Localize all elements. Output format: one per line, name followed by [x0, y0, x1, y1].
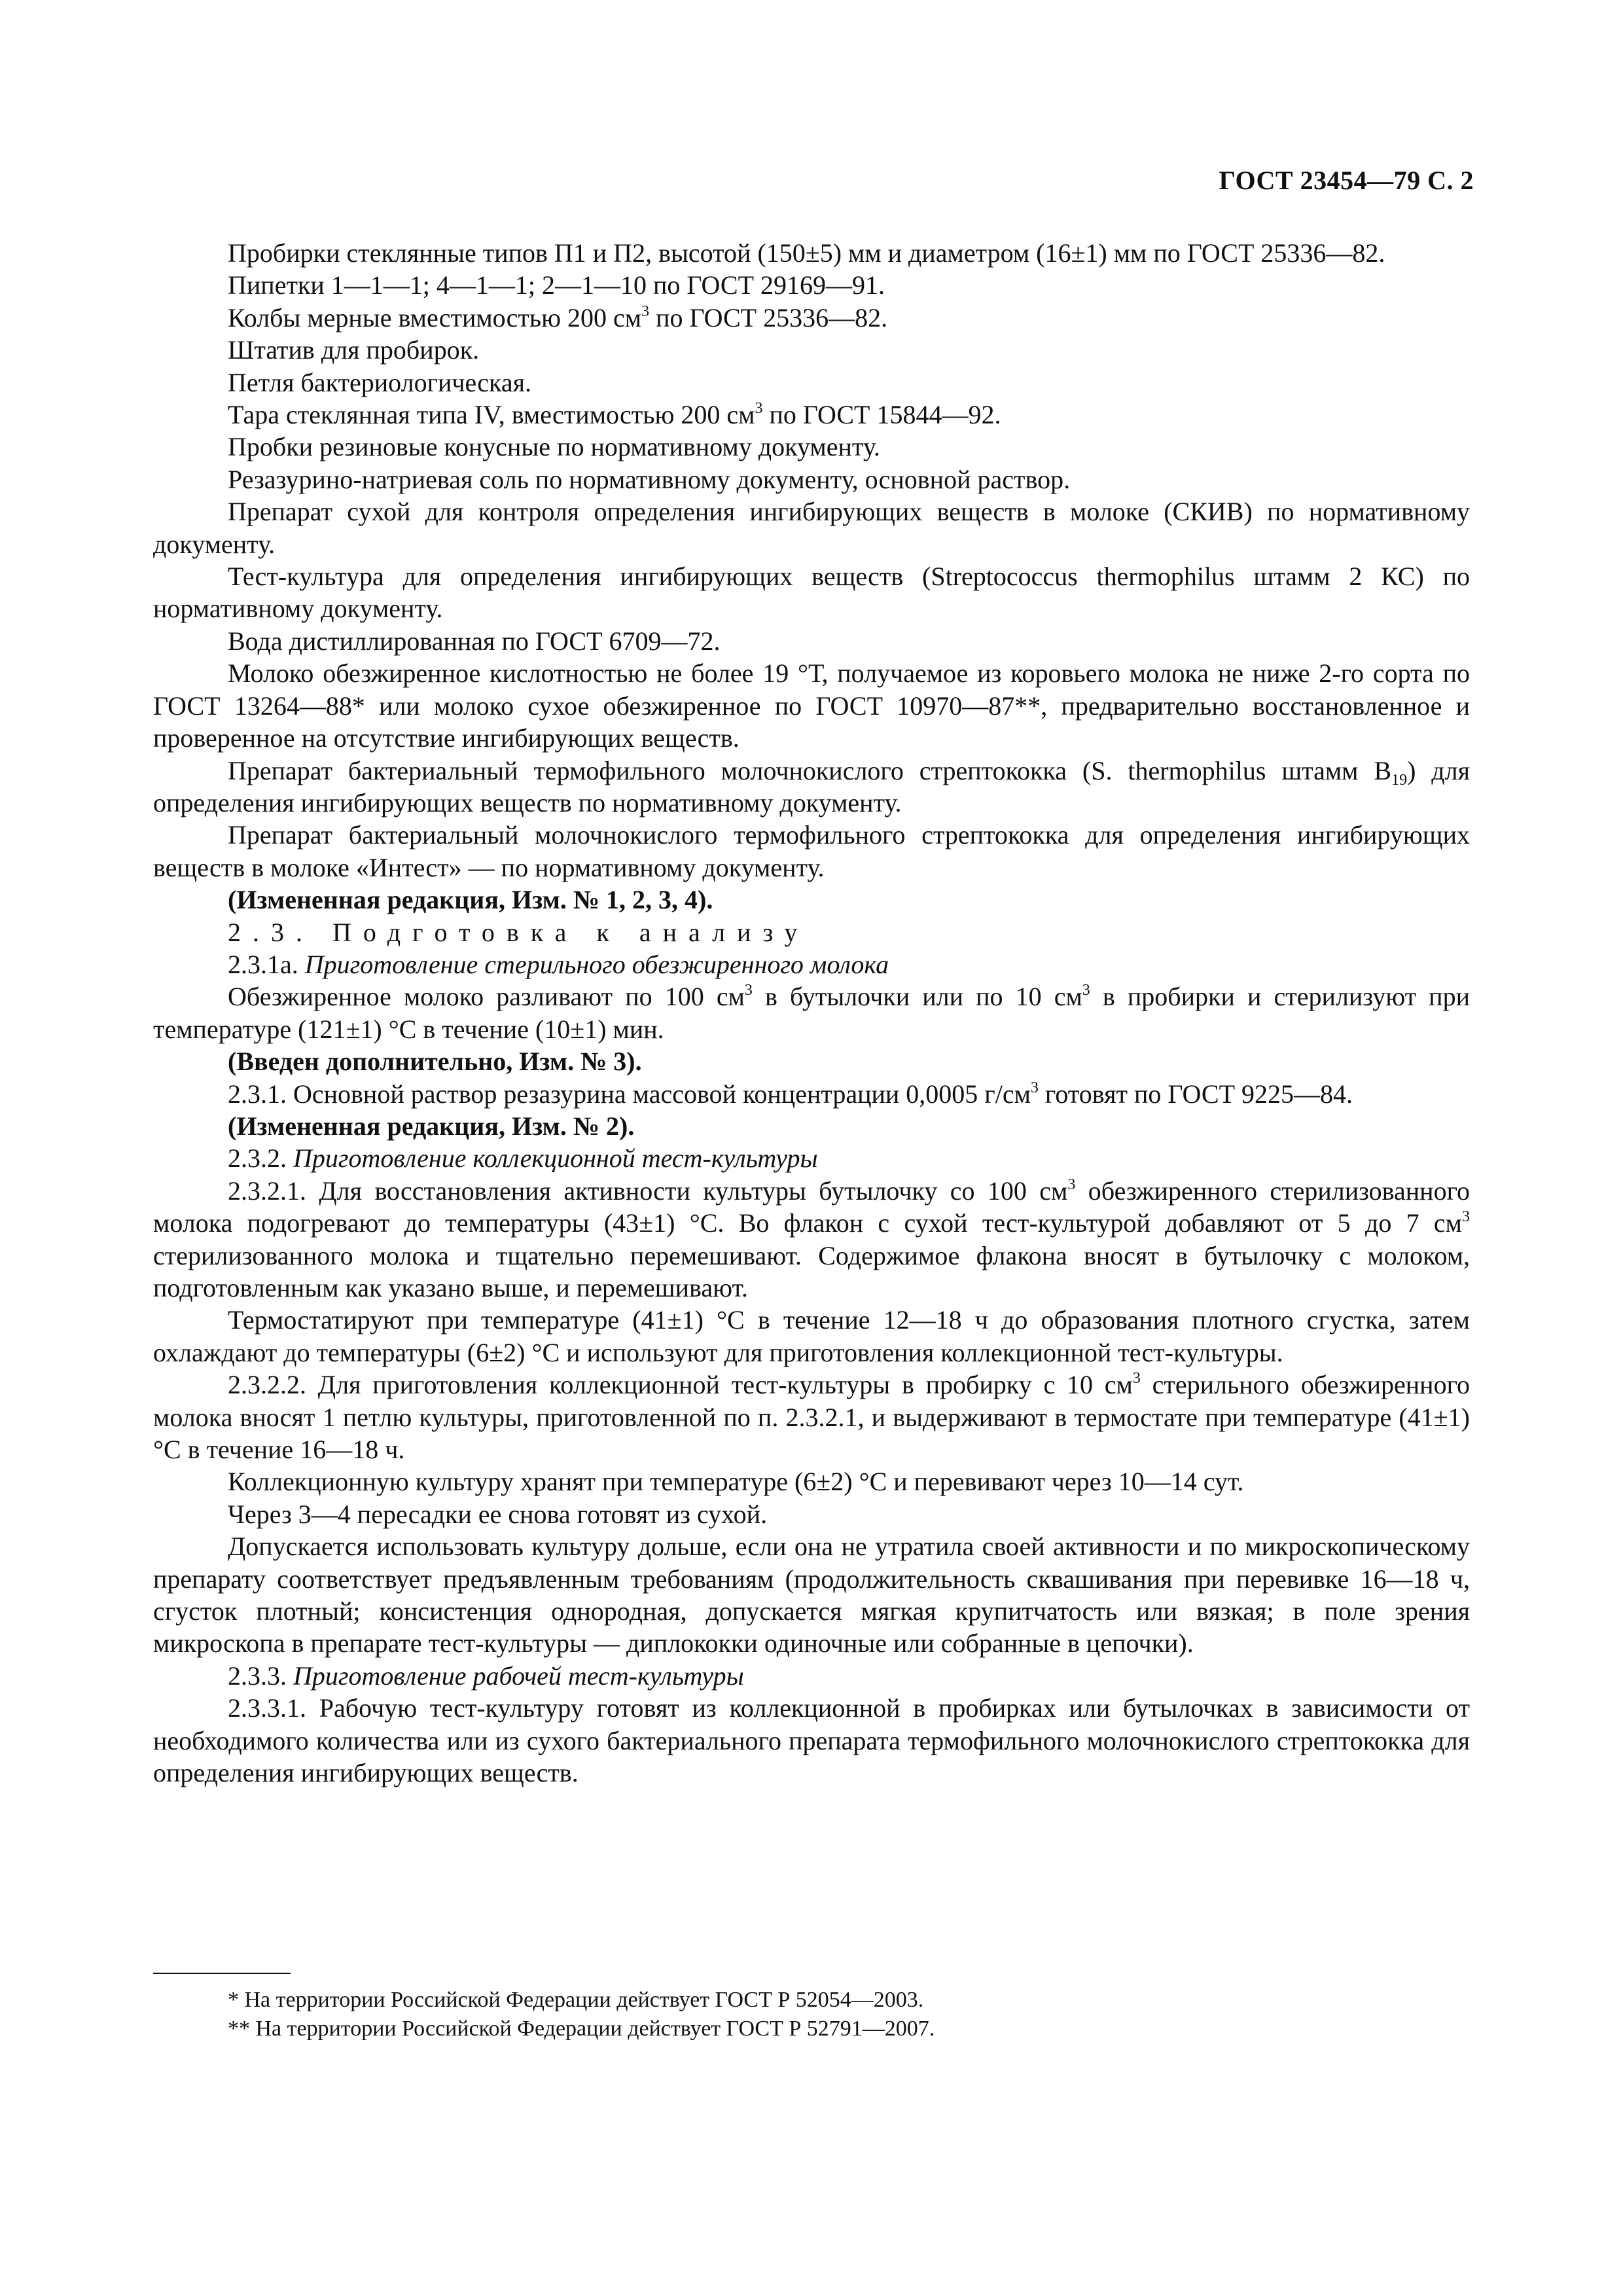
paragraph-intest: Препарат бактериальный молочнокислого термофильного стрептококка для определения ингибирующих веществ в молоке «Интест» — по нормативному документу.: [153, 820, 1470, 882]
paragraph-skim-milk: Молоко обезжиренное кислотностью не более 19 °Т, получаемое из коровьего молока не ниже 2-го сорта по ГОСТ 13264—88* или молоко сухое обезжиренное по ГОСТ 10970—87**, предварительно восстановленное и проверенное на отсутствие ингибирующих веществ.: [153, 658, 1470, 753]
paragraph-distilled-water: Вода дистиллированная по ГОСТ 6709—72.: [228, 626, 721, 656]
paragraph-2-3-1: 2.3.1. Основной раствор резазурина массовой концентрации 0,0005 $г/см^3$ готовят по ГОСТ 9225—84.: [228, 1079, 1353, 1109]
paragraph-2-3-2-1: 2.3.2.1. Для восстановления активности культуры бутылочку со 100 $см^3$ обезжиренного стерилизованного молока подогревают до температуры (43±1) °С. Во флакон с сухой тест-культурой добавляют от 5 до 7 $см^3$ стерилизованного молока и тщательно перемешивают. Содержимое флакона вносят в бутылочку с молоком, подготовленным как указано выше, и перемешивают.: [153, 1175, 1470, 1302]
paragraph-tube-rack: Штатив для пробирок.: [228, 335, 480, 365]
paragraph-test-tubes: Пробирки стеклянные типов П1 и П2, высотой (150±5) мм и диаметром (16±1) мм по ГОСТ 25336—82.: [228, 238, 1385, 268]
paragraph-2-3-3-1: 2.3.3.1. Рабочую тест-культуру готовят из коллекционной в пробирках или бутылочках в зависимости от необходимого количества или из сухого бактериального препарата термофильного молочнокислого стрептококка для определения ингибирующих веществ.: [153, 1693, 1470, 1788]
subsection-2-3-1a: 2.3.1а. Приготовление стерильного обезжиренного молока: [228, 949, 889, 979]
footnote-1: * На территории Российской Федерации действует ГОСТ Р 52054—2003.: [228, 1988, 924, 2012]
footnotes: [153, 1986, 1470, 2043]
paragraph-resazurin-salt: Резазурино-натриевая соль по нормативному документу, основной раствор.: [228, 464, 1071, 494]
footnote-divider: [153, 1973, 291, 1974]
paragraph-2-3-2-2: 2.3.2.2. Для приготовления коллекционной тест-культуры в пробирку с 10 $см^3$ стерильного обезжиренного молока вносят 1 петлю культуры, приготовленной по п. 2.3.2.1, и выдерживают в термостате при температуре (41±1) °С в течение 16—18 ч.: [153, 1370, 1471, 1465]
paragraph-stoppers: Пробки резиновые конусные по нормативному документу.: [228, 432, 880, 462]
paragraph-loop: Петля бактериологическая.: [228, 367, 531, 397]
document-body: [153, 237, 1470, 1789]
amendment-note-2: (Введен дополнительно, Изм. № 3).: [228, 1047, 642, 1077]
paragraph-test-culture: Тест-культура для определения ингибирующих веществ (Streptococcus thermophilus штамм 2 КС) по нормативному документу.: [153, 562, 1470, 624]
subsection-2-3-2: 2.3.2. Приготовление коллекционной тест-культуры: [228, 1143, 818, 1174]
paragraph-transfers: Через 3—4 пересадки ее снова готовят из сухой.: [228, 1499, 768, 1529]
subsection-2-3-3: 2.3.3. Приготовление рабочей тест-культуры: [228, 1660, 744, 1691]
page-header: ГОСТ 23454—79 С. 2: [1219, 166, 1474, 195]
paragraph-dry-preparation: Препарат сухой для контроля определения ингибирующих веществ в молоке (СКИВ) по нормативному документу.: [153, 497, 1470, 559]
section-heading-preparation: 2.3. Подготовка к анализу: [228, 917, 810, 947]
paragraph-pipettes: Пипетки 1—1—1; 4—1—1; 2—1—10 по ГОСТ 29169—91.: [228, 270, 885, 300]
paragraph-glass-containers: Тара стеклянная типа IV, вместимостью 200 $см^3$ по ГОСТ 15844—92.: [228, 400, 1001, 430]
amendment-note-1: (Измененная редакция, Изм. № 1, 2, 3, 4).: [228, 885, 713, 915]
paragraph-storage: Коллекционную культуру хранят при температуре (6±2) °С и перевивают через 10—14 сут.: [228, 1467, 1244, 1497]
paragraph-flasks: Колбы мерные вместимостью 200 $см^3$ по ГОСТ 25336—82.: [228, 302, 888, 332]
amendment-note-3: (Измененная редакция, Изм. № 2).: [228, 1111, 635, 1141]
paragraph-bacterial-preparation: Препарат бактериальный термофильного молочнокислого стрептококка (S. thermophilus штамм $B_{19}$) для определения ингибирующих веществ по нормативному документу.: [153, 755, 1471, 817]
paragraph-sterilization: Обезжиренное молоко разливают по 100 $см^3$ в бутылочки или по 10 $см^3$ в пробирки и стерилизуют при температуре (121±1) °С в течение (10±1) мин.: [153, 982, 1470, 1044]
paragraph-thermostat: Термостатируют при температуре (41±1) °С в течение 12—18 ч до образования плотного сгустка, затем охлаждают до температуры (6±2) °С и используют для приготовления коллекционной тест-культуры.: [153, 1305, 1470, 1367]
footnote-2: ** На территории Российской Федерации действует ГОСТ Р 52791—2007.: [228, 2017, 935, 2041]
paragraph-extended-use: Допускается использовать культуру дольше, если она не утратила своей активности и по микроскопическому препарату соответствует предъявленным требованиям (продолжительность сквашивания при перевивке 16—18 ч, сгусток плотный; консистенция однородная, допускается мягкая крупитчатость или вязкая; в поле зрения микроскопа в препарате тест-культуры — диплококки одиночные или собранные в цепочки).: [153, 1532, 1470, 1659]
